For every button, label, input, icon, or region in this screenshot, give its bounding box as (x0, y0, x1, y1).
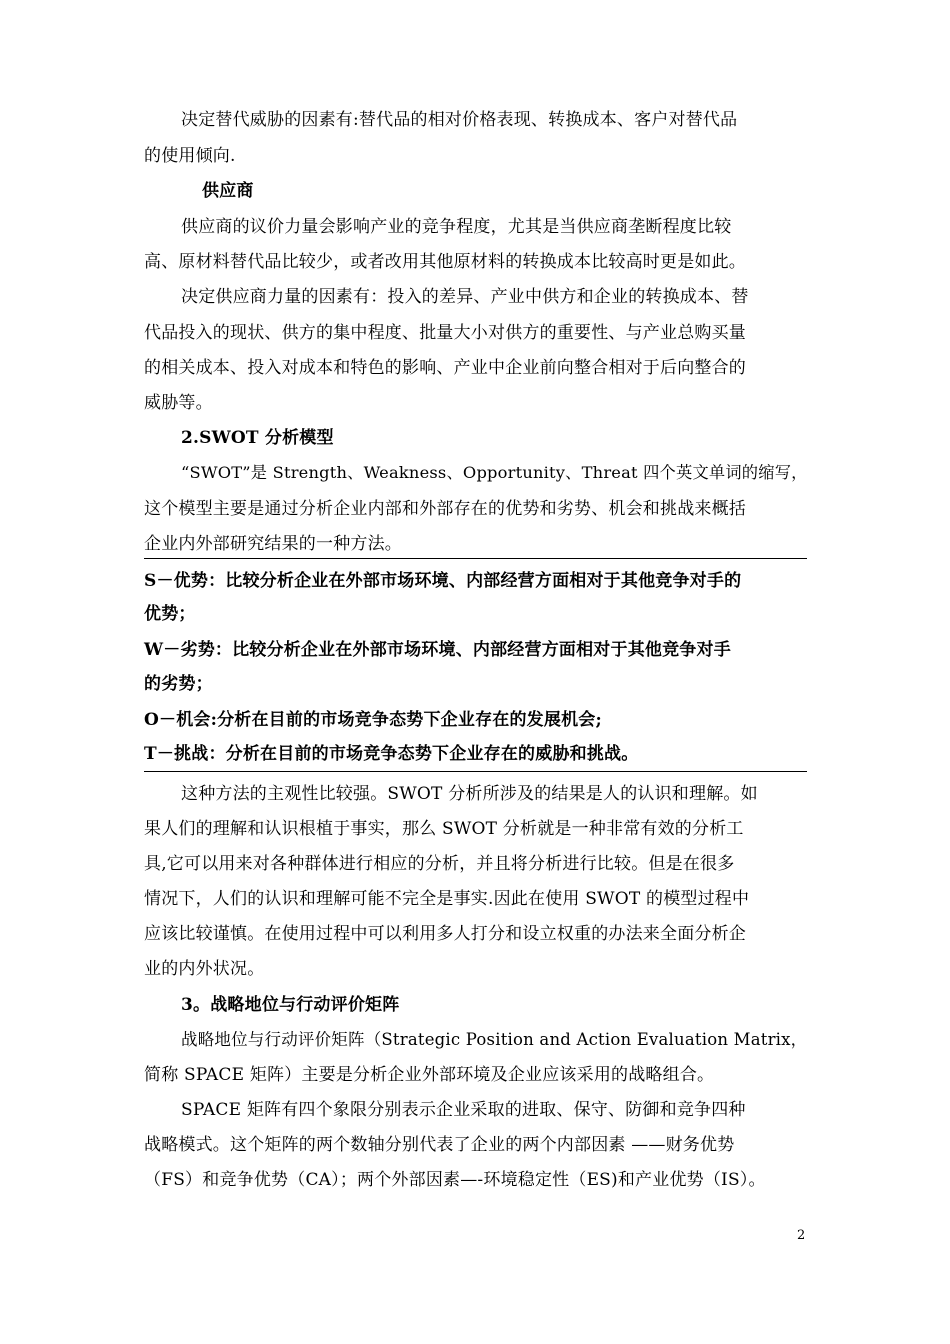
paragraph-swot-subjectivity-line-1: 这种方法的主观性比较强。SWOT 分析所涉及的结果是人的认识和理解。如 (181, 784, 758, 804)
paragraph-space-intro-line-2: 简称 SPACE 矩阵）主要是分析企业外部环境及企业应该采用的战略组合。 (144, 1065, 715, 1085)
heading-swot-model: 2.SWOT 分析模型 (181, 428, 334, 448)
paragraph-swot-subjectivity-line-3: 具,它可以用来对各种群体进行相应的分析，并且将分析进行比较。但是在很多 (144, 854, 735, 874)
paragraph-swot-intro-line-3: 企业内外部研究结果的一种方法。 (144, 534, 402, 554)
swot-weakness-line-2: 的劣势； (144, 674, 213, 694)
paragraph-swot-subjectivity-line-5: 应该比较谨慎。在使用过程中可以利用多人打分和设立权重的办法来全面分析企 (144, 924, 746, 944)
swot-box-top-rule (144, 558, 807, 559)
paragraph-space-quadrants-line-2: 战略模式。这个矩阵的两个数轴分别代表了企业的两个内部因素 ——财务优势 (144, 1135, 735, 1155)
paragraph-swot-subjectivity-line-6: 业的内外状况。 (144, 959, 265, 979)
paragraph-substitute-factors-line-2: 的使用倾向. (144, 146, 236, 166)
paragraph-supplier-factors-line-3: 的相关成本、投入对成本和特色的影响、产业中企业前向整合相对于后向整合的 (144, 358, 746, 378)
paragraph-space-quadrants-line-1: SPACE 矩阵有四个象限分别表示企业采取的进取、保守、防御和竞争四种 (181, 1100, 746, 1120)
page-number: 2 (797, 1228, 806, 1243)
paragraph-supplier-factors-line-2: 代品投入的现状、供方的集中程度、批量大小对供方的重要性、与产业总购买量 (144, 323, 746, 343)
paragraph-substitute-factors-line-1: 决定替代威胁的因素有:替代品的相对价格表现、转换成本、客户对替代品 (181, 110, 738, 130)
heading-supplier: 供应商 (202, 181, 254, 201)
paragraph-swot-intro-line-2: 这个模型主要是通过分析企业内部和外部存在的优势和劣势、机会和挑战来概括 (144, 499, 746, 519)
swot-strength-line-2: 优势； (144, 604, 196, 624)
swot-threat-line: T－挑战：分析在目前的市场竞争态势下企业存在的威胁和挑战。 (144, 744, 639, 764)
heading-space-matrix: 3。战略地位与行动评价矩阵 (181, 995, 400, 1015)
paragraph-space-quadrants-line-3: （FS）和竞争优势（CA）；两个外部因素—-环境稳定性（ES)和产业优势（IS）。 (144, 1170, 766, 1190)
paragraph-supplier-factors-line-4: 威胁等。 (144, 393, 213, 413)
paragraph-swot-intro-line-1: “SWOT”是 Strength、Weakness、Opportunity、Threat 四个英文单词的缩写， (181, 463, 808, 482)
paragraph-supplier-factors-line-1: 决定供应商力量的因素有：投入的差异、产业中供方和企业的转换成本、替 (181, 287, 749, 307)
paragraph-swot-subjectivity-line-4: 情况下，人们的认识和理解可能不完全是事实.因此在使用 SWOT 的模型过程中 (144, 889, 750, 909)
swot-strength-line-1: S－优势：比较分析企业在外部市场环境、内部经营方面相对于其他竞争对手的 (144, 571, 742, 591)
swot-box-bottom-rule (144, 771, 807, 772)
swot-opportunity-line: O－机会:分析在目前的市场竞争态势下企业存在的发展机会; (144, 710, 602, 730)
paragraph-space-intro-line-1: 战略地位与行动评价矩阵（Strategic Position and Action Evaluation Matrix， (181, 1030, 808, 1049)
paragraph-supplier-power-line-2: 高、原材料替代品比较少，或者改用其他原材料的转换成本比较高时更是如此。 (144, 252, 746, 272)
paragraph-supplier-power-line-1: 供应商的议价力量会影响产业的竞争程度，尤其是当供应商垄断程度比较 (181, 217, 732, 237)
swot-weakness-line-1: W－劣势：比较分析企业在外部市场环境、内部经营方面相对于其他竞争对手 (144, 640, 731, 660)
paragraph-swot-subjectivity-line-2: 果人们的理解和认识根植于事实，那么 SWOT 分析就是一种非常有效的分析工 (144, 819, 744, 839)
